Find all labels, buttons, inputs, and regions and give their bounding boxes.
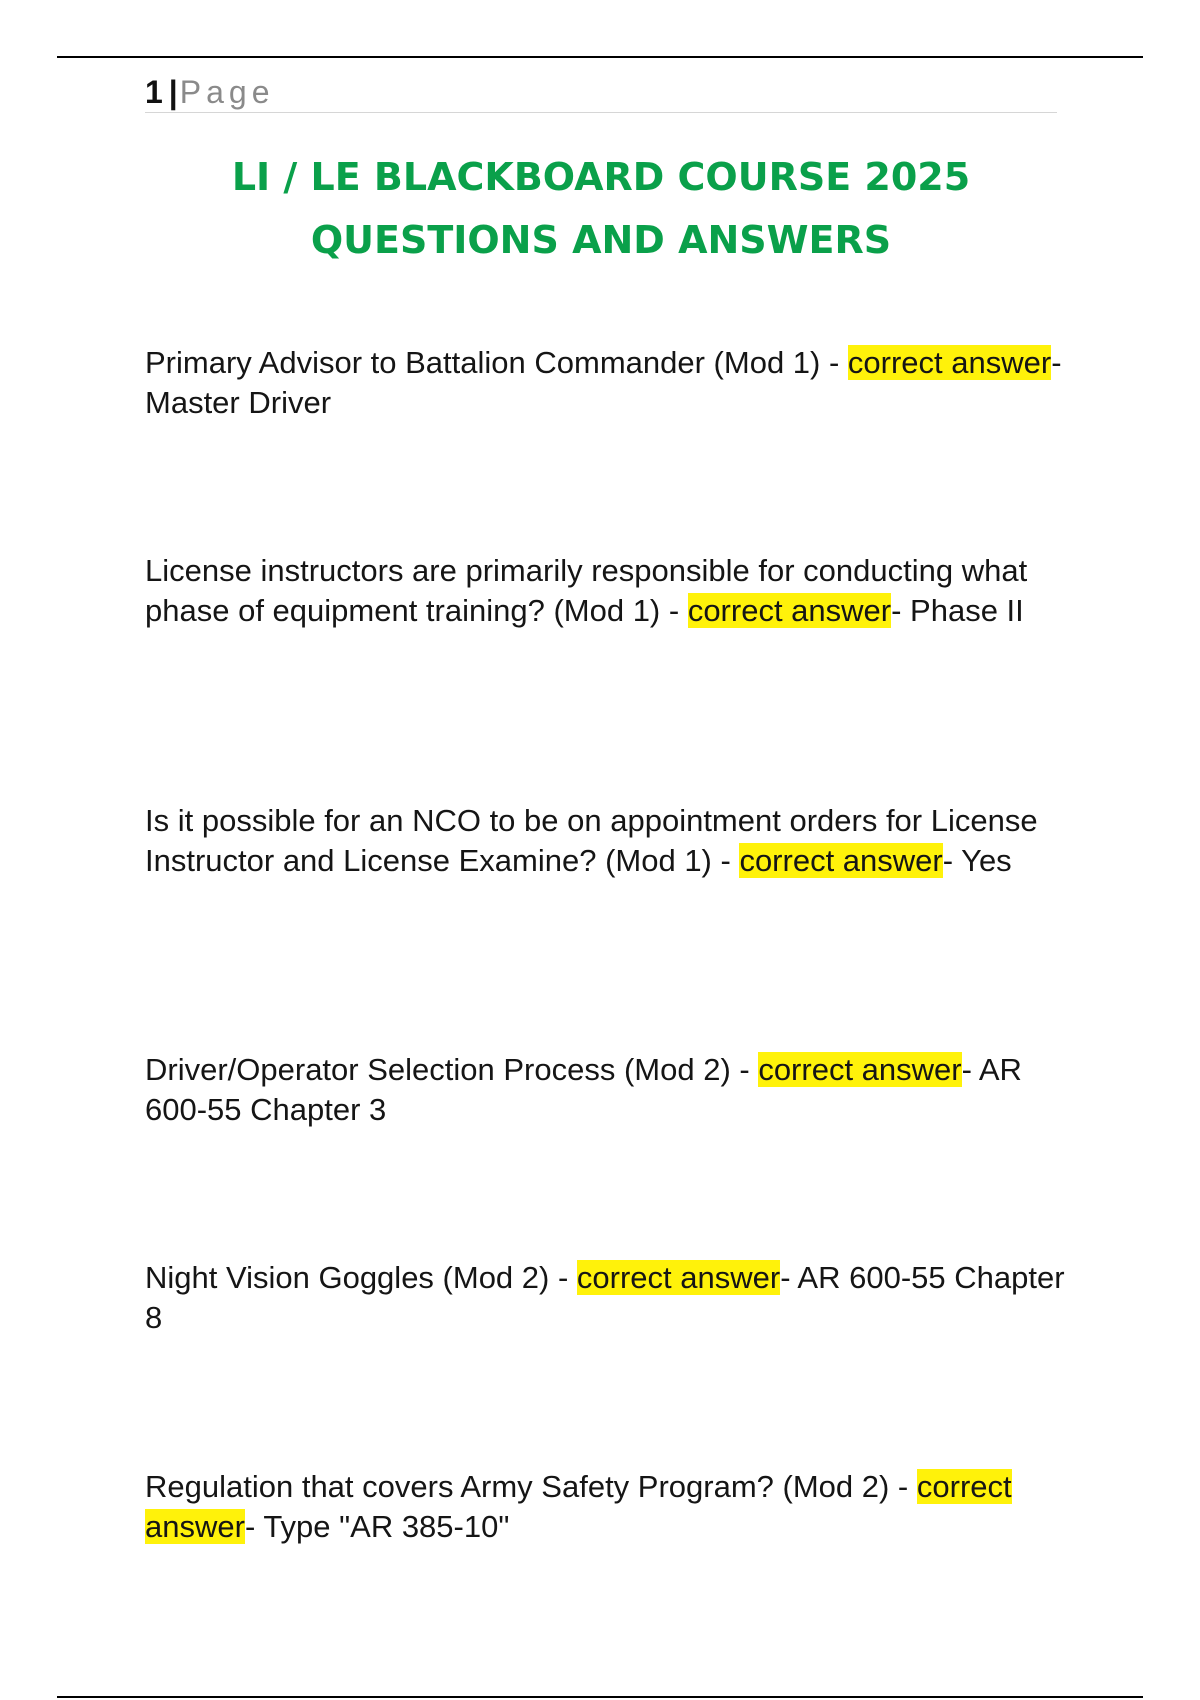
- qa-question: License instructors are primarily responsible for conducting what phase of equipment training? (Mod 1) -: [145, 553, 1028, 628]
- correct-answer-highlight: correct answer: [576, 1260, 781, 1295]
- page-separator: |: [168, 74, 178, 110]
- qa-item-6: [145, 1467, 1065, 1547]
- title-line-2: QUESTIONS AND ANSWERS: [310, 218, 892, 262]
- qa-answer: - Master Driver: [145, 345, 1062, 420]
- qa-question: Driver/Operator Selection Process (Mod 2) -: [145, 1052, 759, 1087]
- qa-question: Primary Advisor to Battalion Commander (Mod 1) -: [145, 345, 848, 380]
- page-header: [145, 72, 1057, 113]
- qa-item-3: [145, 801, 1065, 881]
- correct-answer-highlight: correct answer: [758, 1052, 962, 1087]
- qa-answer: - AR 600-55 Chapter 8: [145, 1260, 1065, 1335]
- qa-question: Is it possible for an NCO to be on appointment orders for License Instructor and License Examine? (Mod 1) -: [145, 803, 1038, 878]
- page-label: Page: [179, 74, 275, 110]
- qa-answer: - Phase II: [891, 593, 1024, 628]
- correct-answer-highlight: correct answer: [687, 593, 892, 628]
- bottom-rule: [57, 1696, 1143, 1698]
- top-rule: [57, 56, 1143, 58]
- page-number: 1: [145, 74, 163, 110]
- correct-answer-highlight: correct answer: [847, 345, 1052, 380]
- correct-answer-highlight: correct answer: [739, 843, 943, 878]
- qa-answer: - Yes: [942, 843, 1012, 878]
- title-line-1: LI / LE BLACKBOARD COURSE 2025: [231, 155, 971, 199]
- qa-item-5: [145, 1258, 1065, 1338]
- qa-item-1: [145, 343, 1065, 423]
- qa-question: Regulation that covers Army Safety Program? (Mod 2) -: [145, 1469, 917, 1504]
- qa-answer: - Type "AR 385-10": [244, 1509, 510, 1544]
- correct-answer-highlight: correct answer: [145, 1469, 1012, 1544]
- qa-answer: - AR 600-55 Chapter 3: [145, 1052, 1022, 1127]
- qa-question: Night Vision Goggles (Mod 2) -: [145, 1260, 577, 1295]
- qa-item-4: [145, 1050, 1065, 1130]
- document-title: [145, 146, 1057, 272]
- qa-item-2: [145, 551, 1065, 631]
